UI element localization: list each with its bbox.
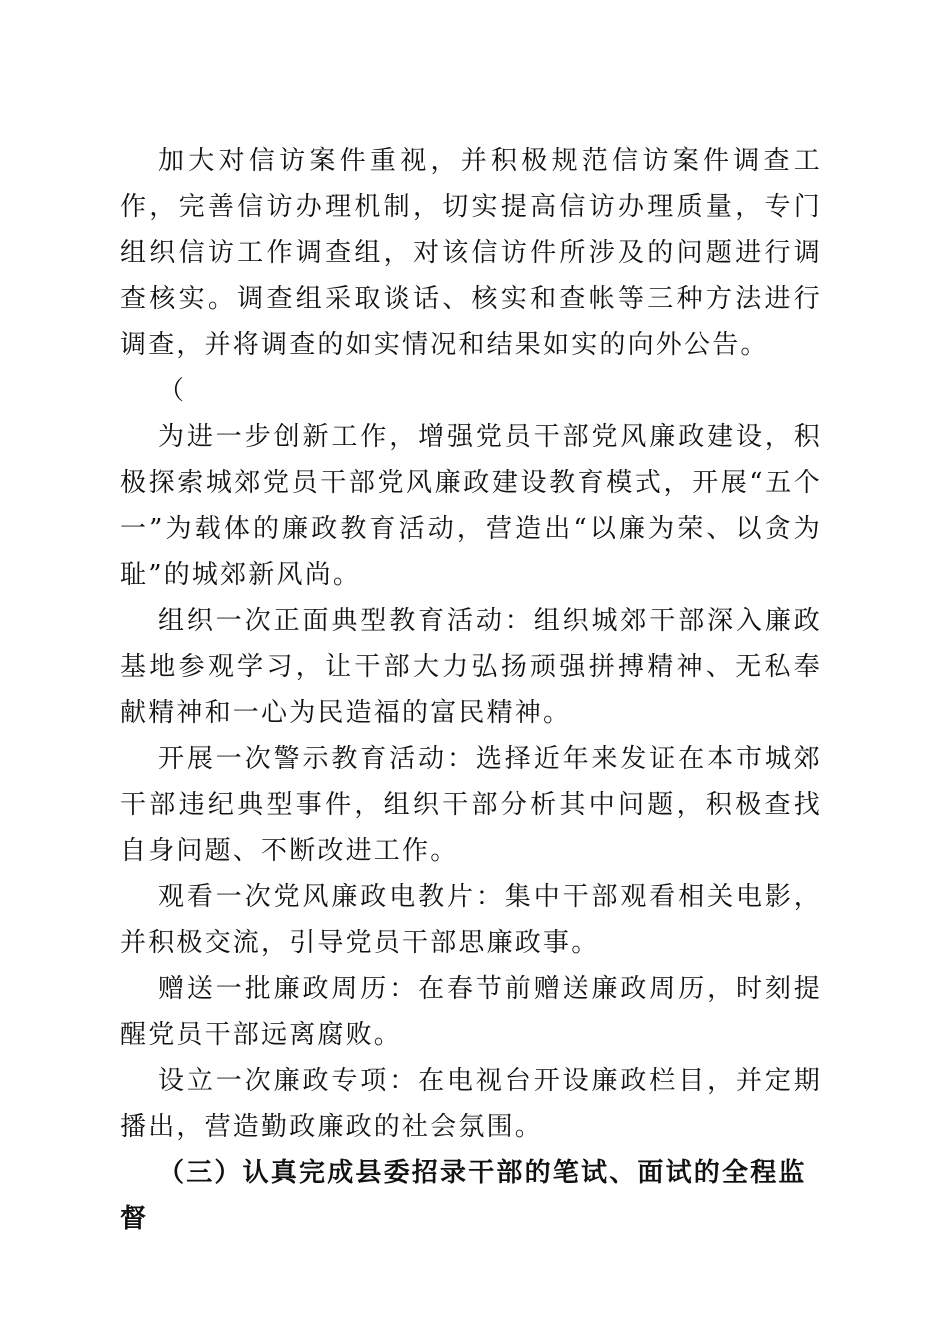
paragraph-positive-example: 组织一次正面典型教育活动：组织城郊干部深入廉政基地参观学习，让干部大力弘扬顽强拼搏精神、无私奉献精神和一心为民造福的富民精神。 (120, 606, 822, 728)
paragraph-petition-investigation: 加大对信访案件重视，并积极规范信访案件调查工作，完善信访办理机制，切实提高信访办理质量，专门组织信访工作调查组，对该信访件所涉及的问题进行调查核实。调查组采取谈话、核实和查帐等三种方法进行调查，并将调查的如实情况和结果如实的向外公告。 (120, 146, 822, 360)
paragraph-tv-column: 设立一次廉政专项：在电视台开设廉政栏目，并定期播出，营造勤政廉政的社会氛围。 (120, 1066, 822, 1142)
paragraph-open-paren: （ (158, 376, 187, 406)
paragraph-warning-education: 开展一次警示教育活动：选择近年来发证在本市城郊干部违纪典型事件，组织干部分析其中问题，积极查找自身问题、不断改进工作。 (120, 744, 822, 866)
paragraph-education-film: 观看一次党风廉政电教片：集中干部观看相关电影，并积极交流，引导党员干部思廉政事。 (120, 882, 822, 958)
paragraph-integrity-education: 为进一步创新工作，增强党员干部党风廉政建设，积极探索城郊党员干部党风廉政建设教育模式，开展“五个一”为载体的廉政教育活动，营造出“以廉为荣、以贪为耻”的城郊新风尚。 (120, 422, 822, 590)
section-heading-three: （三）认真完成县委招录干部的笔试、面试的全程监督 (120, 1158, 807, 1234)
document-body (120, 138, 822, 1242)
paragraph-weekly-calendar: 赠送一批廉政周历：在春节前赠送廉政周历，时刻提醒党员干部远离腐败。 (120, 974, 822, 1050)
